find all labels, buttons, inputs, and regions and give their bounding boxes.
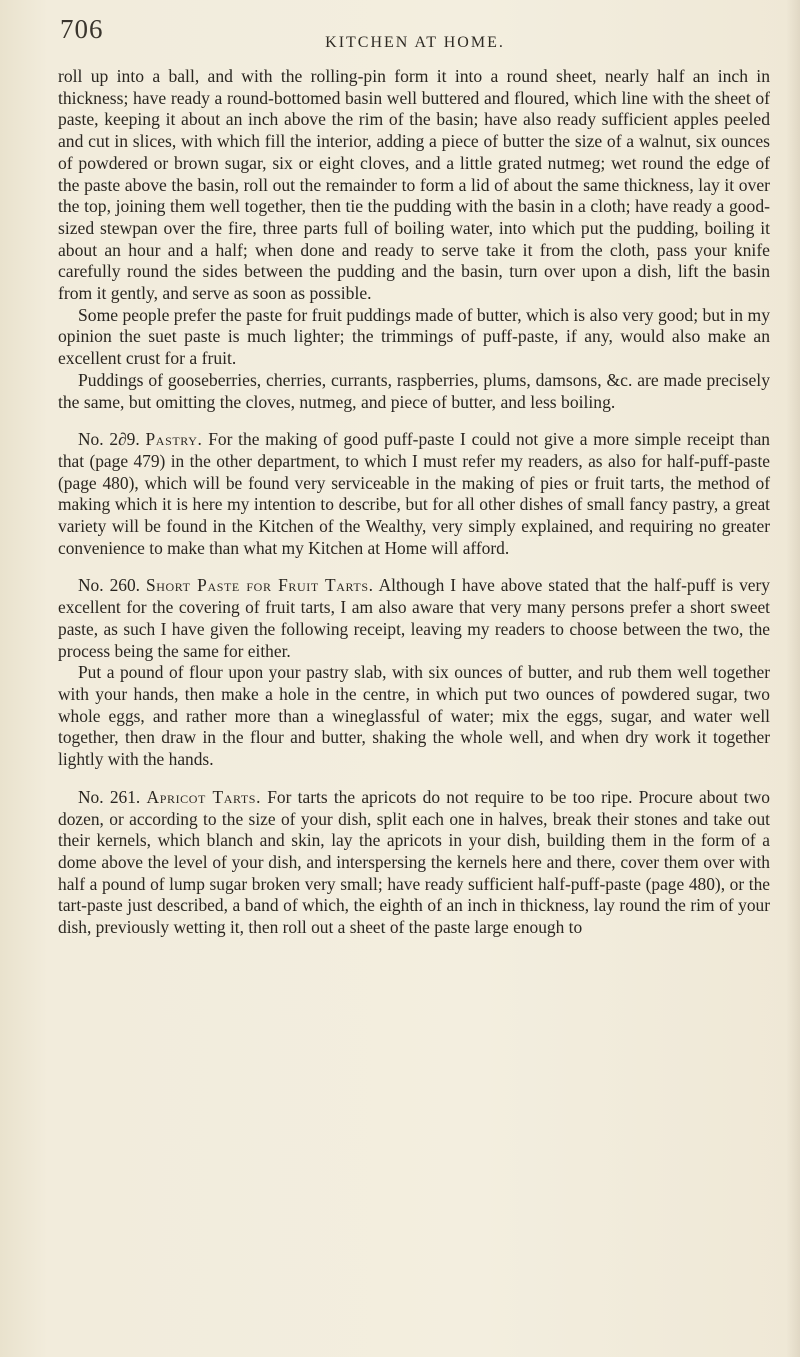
page-body [58,66,770,939]
recipe-text: For tarts the apricots do not require to be too ripe. Procure about two dozen, or according to the size of your dish, split each one in halves, break their stones and take out their kernels, which blanch and skin, lay the apricots in your dish, building them in the form of a dome above the level of your dish, and interspersing the kernels here and there, cover them over with half a pound of lump sugar broken very small; have ready sufficient half-puff-paste (page 480), or the tart-paste just described, a band of which, the eighth of an inch in thickness, lay round the rim of your dish, previously wetting it, then roll out a sheet of the paste large enough to [58,786,770,938]
recipe-number: No. 2∂9. [78,429,140,450]
recipe-title: Pastry. [145,429,203,450]
recipe-text: Although I have above stated that the half-puff is very excellent for the covering of fruit tarts, I am also aware that very many persons prefer a short sweet paste, as such I have given the following receipt, leaving my readers to choose between the two, the process being the same for either. [58,575,770,661]
recipe-short-paste [58,575,770,662]
recipe-apricot-tarts [58,787,770,939]
running-title: KITCHEN AT HOME. [325,34,505,51]
recipe-title: Short Paste for Fruit Tarts. [145,575,374,596]
page-number: 706 [60,14,104,44]
paragraph-apple-pudding-continued: roll up into a ball, and with the rolling-pin form it into a round sheet, nearly half an inch in thickness; have ready a round-bottomed basin well buttered and floured, which line with the sheet of paste, keeping it about an inch above the rim of the basin; have also ready sufficient apples peeled and cut in slices, with which fill the interior, adding a piece of butter the size of a walnut, six ounces of powdered or brown sugar, six or eight cloves, and a little grated nutmeg; wet round the edge of the paste above the basin, roll out the remainder to form a lid of about the same thickness, lay it over the top, joining them well together, then tie the pudding with the basin in a cloth; have ready a good-sized stewpan over the fire, three parts full of boiling water, into which put the pudding, boiling it about an hour and a half; when done and ready to serve take it from the cloth, pass your knife carefully round the sides between the pudding and the basin, turn over upon a dish, lift the basin from it gently, and serve as soon as possible. [58,66,770,304]
recipe-number: No. 260. [78,575,141,596]
recipe-text: For the making of good puff-paste I could not give a more simple receipt than that (page 479) in the other department, to which I must refer my readers, as also for half-puff-paste (page 480), which will be found very serviceable in the making of pies or fruit tarts, the method of making which it is here my intention to describe, but for all other dishes of small fancy pastry, a great variety will be found in the Kitchen of the Wealthy, very simply explained, and requiring no greater convenience to make than what my Kitchen at Home will afford. [58,429,770,558]
recipe-pastry [58,429,770,559]
paragraph-fruit-pudding-paste: Some people prefer the paste for fruit puddings made of butter, which is also very good; but in my opinion the suet paste is much lighter; the trimmings of puff-paste, if any, would also make an excellent crust for a fruit. [58,304,770,369]
recipe-number: No. 261. [78,786,141,807]
paragraph-short-paste-method: Put a pound of flour upon your pastry slab, with six ounces of butter, and rub them well together with your hands, then make a hole in the centre, in which put two ounces of powdered sugar, two whole eggs, and rather more than a wineglassful of water; mix the eggs, sugar, and water well together, then draw in the flour and butter, shaking the whole well, and when dry work it together lightly with the hands. [58,662,770,770]
paragraph-other-fruit-puddings: Puddings of gooseberries, cherries, currants, raspberries, plums, damsons, &c. are made precisely the same, but omitting the cloves, nutmeg, and piece of butter, and less boiling. [58,369,770,412]
recipe-title: Apricot Tarts. [146,786,262,807]
